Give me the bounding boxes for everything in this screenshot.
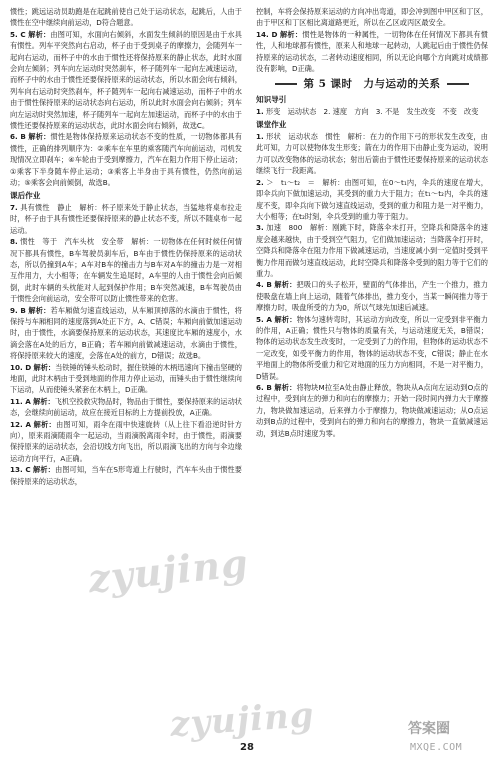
right-column <box>256 6 488 439</box>
answer-text: 由图可知，当车在S形弯道上行驶时，汽车车头由于惯性要保持原来的运动状态， <box>10 465 242 486</box>
answer-item <box>256 131 488 177</box>
question-number: 9. B <box>10 305 26 315</box>
answer-item <box>256 29 488 75</box>
question-number: 14. D <box>256 29 278 39</box>
answer-text: 形变 运动状态 2. 速度 方向 3. 不是 发生改变 不变 改变 <box>266 107 479 117</box>
answer-item <box>256 177 488 223</box>
left-column <box>10 6 242 487</box>
question-number: 1. <box>256 107 264 117</box>
watermark: zyujing <box>86 539 251 602</box>
answer-item <box>256 314 488 382</box>
section-heading: 课后作业 <box>10 190 41 200</box>
analysis-tag: 解析： <box>33 465 55 475</box>
answer-item <box>256 6 488 29</box>
answer-text: 具有惯性 静止 解析：杯子原来处于静止状态，当猛地将桌布拉走时，杯子由于具有惯性还要保持原来的静止状态不变，所以不随桌布一起运动。 <box>10 202 242 235</box>
question-number: 4. B <box>256 280 272 290</box>
question-number: 10. D <box>10 362 32 372</box>
answer-text: 把吸口的头子松开，壁面的气体排出，产生一个推力，推力使吸盘在墙上向上运动，随着气体排出，推力变小，当某一瞬间推力等于摩擦力时，吸盘所受的力为0，所以气球先加速后减速。 <box>256 280 488 313</box>
answer-text: 当铁锤的锤头松动时，握住铁锤的木柄迅速向下撞击坚硬的地面，此时木柄由于受到地面的作用力停止运动，而锤头由于惯性继续向下运动，从而使锤头紧套在木柄上，D正确。 <box>10 362 242 395</box>
title-rule-right <box>447 83 469 85</box>
analysis-tag: 解析： <box>274 383 297 392</box>
answer-item <box>10 236 242 304</box>
answer-item <box>256 106 488 117</box>
analysis-tag: 解析： <box>274 314 297 324</box>
answer-text: 惯性是物体保持原来运动状态不变的性质，一切物体都具有惯性，正确的排列顺序为：②乘车在车里的乘客随汽车向前运动，司机发现情况立即刹车；④车轮由于受到摩擦力，汽车在阻力作用下停止运动；①乘客下半身随车停止运动；③乘客上半身由于具有惯性，仍然向前运动；⑤乘客会向前倾倒，故选B。 <box>10 132 242 188</box>
answer-item <box>256 279 488 313</box>
question-number: 13. C <box>10 465 31 475</box>
right-column-bottom <box>256 94 488 439</box>
answer-item <box>10 202 242 236</box>
question-number: 6. B <box>10 132 26 142</box>
lesson-title <box>256 79 488 90</box>
lesson-title-text: 第 5 课时 力与运动的关系 <box>303 78 441 91</box>
answer-item <box>10 6 242 29</box>
analysis-tag: 解析： <box>33 396 55 406</box>
title-rule-left <box>275 83 297 85</box>
question-number: 6. B <box>256 383 272 392</box>
answer-text: 飞机空投救灾物品时，物品由于惯性，要保持原来的运动状态，会继续向前运动，故应在接近目标的上方提前投放，A正确。 <box>10 396 242 418</box>
question-number: 7. <box>10 202 18 212</box>
answer-item <box>10 29 242 132</box>
answer-text: 加速 800 解析：刚跳下时，降落伞未打开，空降兵和降落伞的速度会越来越快，由于受到空气阻力，它们做加速运动；当降落伞打开时，空降兵和降落伞在阻力作用下做减速运动，当速度减小到一定值时受到平衡力作用而做匀速直线运动，此时空降兵和降落伞受到的阻力等于它们的重力。 <box>256 223 488 278</box>
question-number: 8. <box>10 237 18 247</box>
analysis-tag: 解析： <box>33 419 56 429</box>
watermark: zyujing <box>168 695 316 745</box>
analysis-tag: 解析： <box>28 29 51 39</box>
right-column-top <box>256 6 488 74</box>
analysis-tag: 解析： <box>274 280 297 290</box>
analysis-tag: 解析： <box>33 362 56 372</box>
answer-text: 物体匀速转弯时，其运动方向改变，所以一定受到非平衡力的作用，A正确；惯性只与物体的质量有关，与运动速度无关，B错误；物体的运动状态发生改变时，一定受到了力的作用，但物体的运动状态不一定改变，如受平衡力的作用，物体的运动状态不变，C错误；静止在水平地面上的物体所受重力和它对地面的压力方向相同，不是一对平衡力，D错误。 <box>256 314 488 381</box>
answer-item <box>10 396 242 419</box>
answer-text: 若车厢做匀速直线运动，从车厢顶掉落的水滴由于惯性，将保持与车厢相同的速度落到A处正下方，A、C错误；车厢向前做加速运动时，由于惯性，水滴要保持原来的运动状态，其速度比车厢的速度小，水滴会落在A处的后方，B正确；若车厢向前做减速运动，水滴由于惯性，将保持原来较大的速度，会落在A处的前方，D错误；故选B。 <box>10 305 242 361</box>
site-logo <box>408 718 494 760</box>
analysis-tag: 解析： <box>28 305 51 315</box>
section-heading: 知识导引 <box>256 94 287 104</box>
answer-text: 惯性；跳远运动员助跑是在起跳前使自己处于运动状态，起跳后，人由于惯性在空中继续向前运动，D符合题意。 <box>10 7 242 28</box>
answer-item <box>10 419 242 465</box>
analysis-tag: 解析： <box>28 132 51 142</box>
question-number: 3. <box>256 223 264 233</box>
answer-text: 形状 运动状态 惯性 解析：在力的作用下弓的形状发生改变，由此可知，力可以使物体发生形变；箭在力的作用下由静止变为运动，说明力可以改变物体的运动状态；射出后箭由于惯性还要保持原来的运动状态继续飞行一段距离。 <box>256 132 488 176</box>
logo-text: 答案圈 <box>408 721 450 737</box>
answer-item <box>10 362 242 396</box>
question-number: 5. A <box>256 314 272 324</box>
answer-item <box>256 222 488 279</box>
answer-item <box>10 464 242 487</box>
answer-text: 由图可知，雨伞在雨中快速旋转（从上往下看沿逆时针方向），原来雨滴随雨伞一起运动，当雨滴脱离雨伞时，由于惯性，雨滴要保持原来的运动状态，会沿切线方向飞出，所以雨滴飞出的方向与伞边缘运动方向平行，A正确。 <box>10 419 242 463</box>
logo-url: MXQE.COM <box>410 742 463 753</box>
answer-text: 惯性是物体的一种属性，一切物体在任何情况下都具有惯性，人和地球都有惯性，原来人和地球一起转动，人跳起后由于惯性仍保持原来的运动状态，二者转动速度相同，所以无论向哪个方向跳对成绩都没有影响，D正确。 <box>256 29 488 74</box>
page-number: 28 <box>240 742 254 753</box>
question-number: 5. C <box>10 29 26 39</box>
answer-text: 由图可知，水面向右倾斜，水面发生倾斜的原因是由于水具有惯性。列车平突然向右启动，杯子由于受到桌子的摩擦力，会随列车一起向右运动，而杯子中的水由于惯性还将保持原来的静止状态，此时水面会向左倾斜；列车向左运动时突然刹车，杯子随列车一起向左减速运动，而杯子中的水由于惯性还要保持原来的运动状态，所以水面会向右倾斜，列车向右运动时突然刹车，杯子随列车一起向右减速运动，而杯子中的水由于惯性保持原来的运动状态向右运动，所以此时水面会向右倾斜；列车向左运动时突然加速，杯子随列车一起向左加速运动，而杯子中的水由于惯性还要保持原来的运动状态，此时水面会向右倾斜，故选C。 <box>10 29 242 131</box>
answer-text: 惯性 等于 汽车头枕 安全带 解析：一切物体在任何时候任何情况下都具有惯性，B车驾驶员刹车后，B车由于惯性仍保持原来的运动状态，所以仍撞到A车；A车对B车的撞击力与B车对A车的撞击力是一对相互作用力，大小相等；在车辆发生追尾时，A车里的人由于惯性会向后倾倒，此时车辆的头枕能对人起到保护作用；B车突然减速，B车驾驶员由于惯性会向前运动，安全带可以防止惯性带来的危害。 <box>10 237 242 304</box>
question-number: 11. A <box>10 396 31 406</box>
answer-text: 控制，车将会保持原来运动的方向冲出弯道，即会冲到图中甲区和丁区，由于甲区和丁区相比离道路更近，所以在乙区或丙区最安全。 <box>256 7 488 28</box>
section-heading: 课堂作业 <box>256 119 287 129</box>
answer-text: 将物块M拉至A处由静止释放，物块从A点向左运动到O点的过程中，受到向左的弹力和向右的摩擦力；开始一段时间内弹力大于摩擦力，物块做加速运动，后来弹力小于摩擦力，物块做减速运动；从O点运动到B点的过程中，受到向右的弹力和向右的摩擦力，物块一直做减速运动，到达B点时速度为零。 <box>256 383 488 438</box>
answer-item <box>256 382 488 439</box>
analysis-tag: 解析： <box>280 29 303 39</box>
answer-item <box>10 131 242 188</box>
answer-text: ＞ t₁～t₂ ＝ 解析：由图可知，在0～t₁内，伞兵的速度在增大，即伞兵向下做加速运动，其受到的重力大于阻力；在t₁～t₂内，伞兵的速度不变，即伞兵向下做匀速直线运动，受到的重力和阻力是一对平衡力，大小相等；在t₂时刻，伞兵受到的重力等于阻力。 <box>256 177 488 221</box>
question-number: 2. <box>256 177 264 187</box>
question-number: 12. A <box>10 419 32 429</box>
answer-item <box>10 305 242 362</box>
question-number: 1. <box>256 132 264 142</box>
